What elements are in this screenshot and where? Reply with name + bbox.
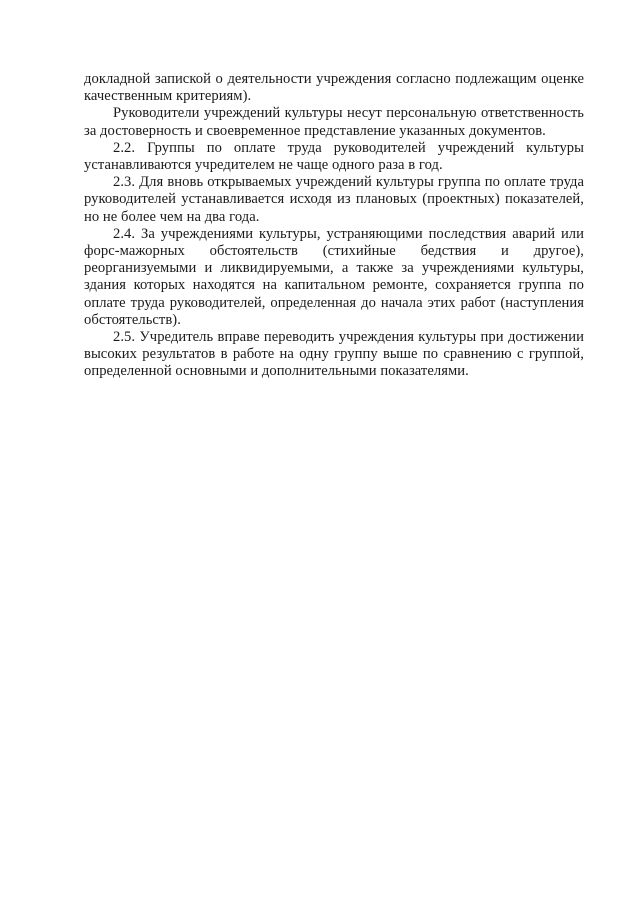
paragraph-item-2-5: 2.5. Учредитель вправе переводить учреждения культуры при достижении высоких результатов в работе на одну группу выше по сравнению с группой, определенной основными и дополнительными показателями. xyxy=(84,329,584,380)
paragraph-item-2-4: 2.4. За учреждениями культуры, устраняющими последствия аварий или форс-мажорных обстоятельств (стихийные бедствия и другое), реорганизуемыми и ликвидируемыми, а также за учреждениями культуры, здания которых находятся на капитальном ремонте, сохраняется группа по оплате труда руководителей, определенная до начала этих работ (наступления обстоятельств). xyxy=(84,225,584,328)
paragraph-responsibility: Руководители учреждений культуры несут персональную ответственность за достоверность и своевременное представление указанных документов. xyxy=(84,105,584,139)
paragraph-item-2-3: 2.3. Для вновь открываемых учреждений культуры группа по оплате труда руководителей устанавливается исходя из плановых (проектных) показателей, но не более чем на два года. xyxy=(84,174,584,225)
paragraph-item-2-2: 2.2. Группы по оплате труда руководителей учреждений культуры устанавливаются учредителем не чаще одного раза в год. xyxy=(84,139,584,174)
document-page xyxy=(84,71,584,381)
paragraph-continuation: докладной запиской о деятельности учреждения согласно подлежащим оценке качественным критериям). xyxy=(84,71,584,105)
